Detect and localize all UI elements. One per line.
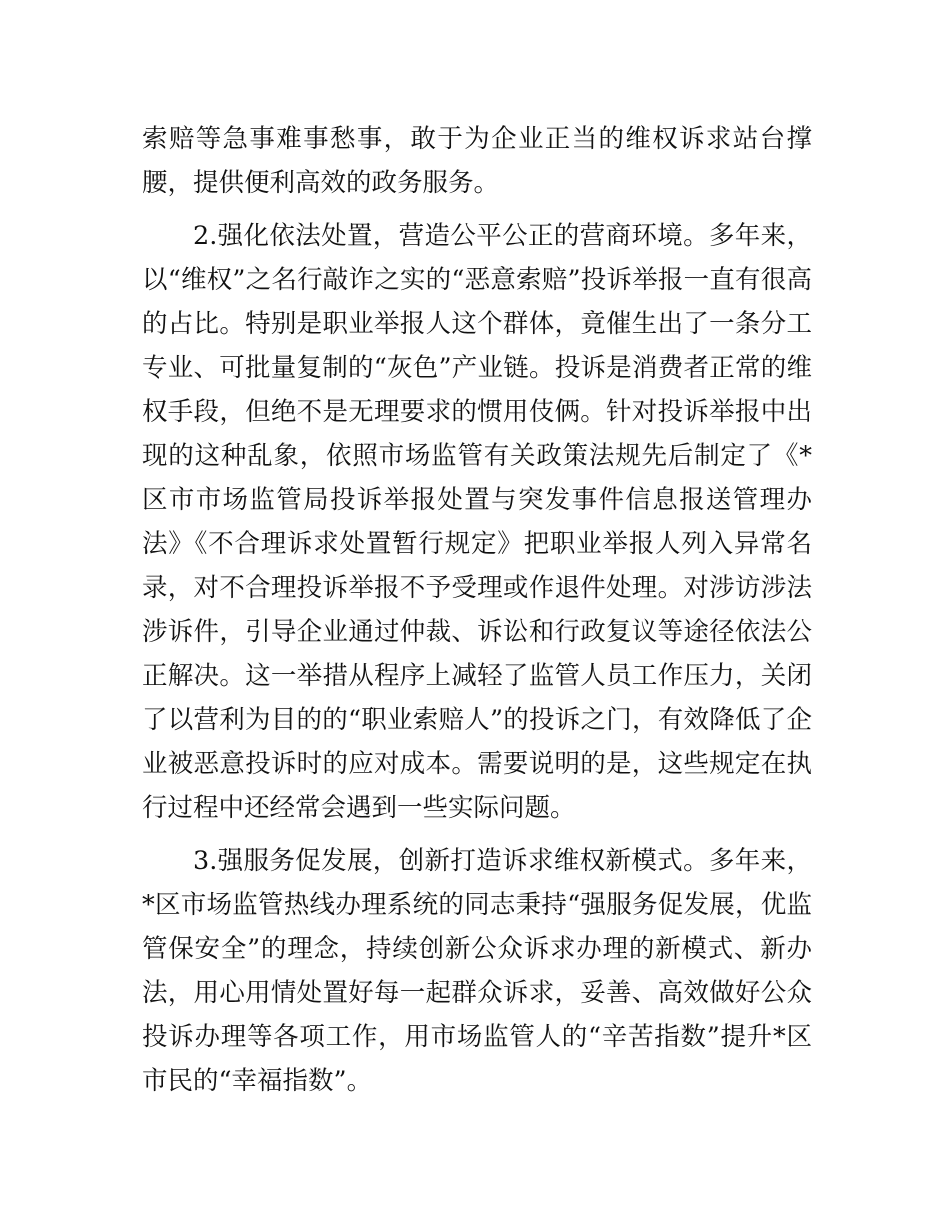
paragraph-item-2: 2.强化依法处置，营造公平公正的营商环境。多年来，以“维权”之名行敲诈之实的“恶意索赔”投诉举报一直有很高的占比。特别是职业举报人这个群体，竟催生出了一条分工专业、可批量复制的“灰色”产业链。投诉是消费者正常的维权手段，但绝不是无理要求的惯用伎俩。针对投诉举报中出现的这种乱象，依照市场监管有关政策法规先后制定了《*区市市场监管局投诉举报处置与突发事件信息报送管理办法》《不合理诉求处置暂行规定》把职业举报人列入异常名录，对不合理投诉举报不予受理或作退件处理。对涉访涉法涉诉件，引导企业通过仲裁、诉讼和行政复议等途径依法公正解决。这一举措从程序上减轻了监管人员工作压力，关闭了以营利为目的的“职业索赔人”的投诉之门，有效降低了企业被恶意投诉时的应对成本。需要说明的是，这些规定在执行过程中还经常会遇到一些实际问题。 — [142, 221, 812, 823]
paragraph-item-3: 3.强服务促发展，创新打造诉求维权新模式。多年来，*区市场监管热线办理系统的同志秉持“强服务促发展，优监管保安全”的理念，持续创新公众诉求办理的新模式、新办法，用心用情处置好每一起群众诉求，妥善、高效做好公众投诉办理等各项工作，用市场监管人的“辛苦指数”提升*区市民的“幸福指数”。 — [142, 846, 812, 1096]
paragraph-continuation: 索赔等急事难事愁事，敢于为企业正当的维权诉求站台撑腰，提供便利高效的政务服务。 — [142, 124, 812, 198]
document-body — [142, 117, 812, 1103]
